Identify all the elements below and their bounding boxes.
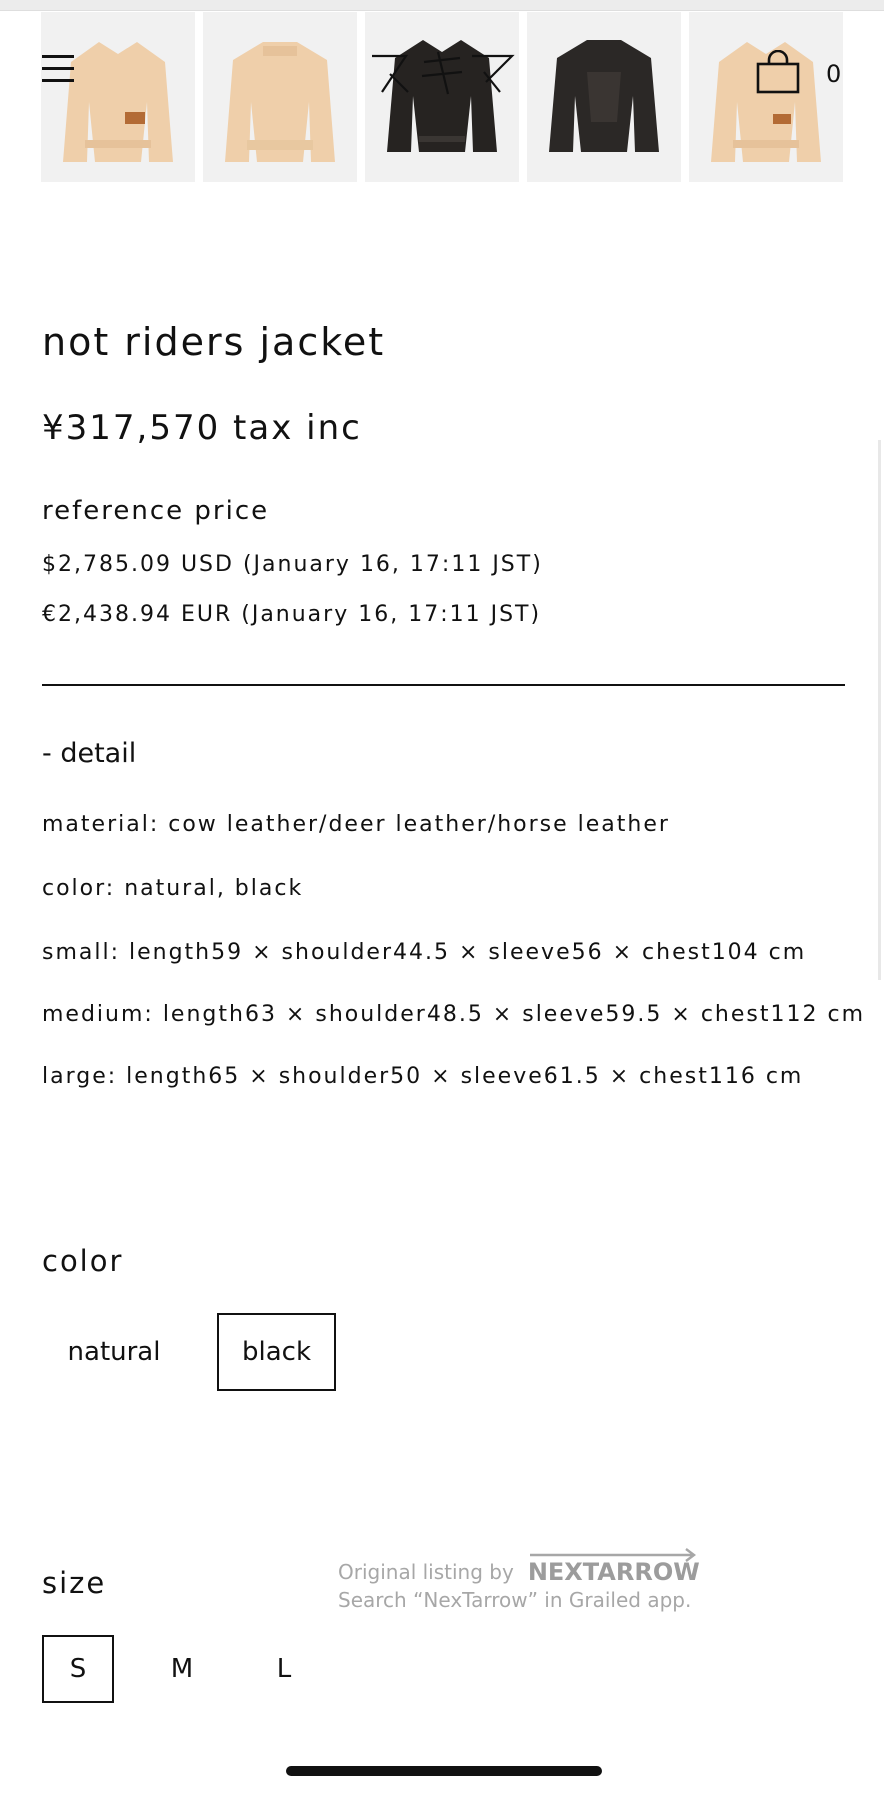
product-title: not riders jacket [42, 320, 386, 364]
detail-color: color: natural, black [42, 876, 304, 901]
reference-price-usd: $2,785.09 USD (January 16, 17:11 JST) [42, 552, 543, 577]
home-indicator[interactable] [286, 1766, 602, 1776]
thumbnail-natural-front[interactable] [41, 12, 195, 182]
watermark-line1: Original listing by [338, 1560, 514, 1584]
color-label: color [42, 1244, 124, 1278]
size-option-s[interactable]: S [42, 1635, 114, 1703]
reference-price-eur: €2,438.94 EUR (January 16, 17:11 JST) [42, 602, 542, 627]
product-price: ¥317,570 tax inc [42, 408, 362, 448]
watermark-line2: Search “NexTarrow” in Grailed app. [338, 1588, 692, 1612]
shopping-bag-icon[interactable] [755, 50, 801, 96]
size-option-m[interactable]: M [170, 1654, 194, 1684]
listing-watermark [338, 1558, 700, 1614]
cart-count: 0 [826, 60, 842, 88]
detail-heading: - detail [42, 738, 137, 769]
size-label: size [42, 1566, 107, 1600]
detail-material: material: cow leather/deer leather/horse leather [42, 812, 670, 837]
thumbnail-natural-front-alt[interactable] [689, 12, 843, 182]
detail-size-medium: medium: length63 × shoulder48.5 × sleeve59.5 × chest112 cm [42, 1002, 866, 1027]
site-logo[interactable] [368, 48, 518, 98]
color-option-black[interactable]: black [217, 1313, 336, 1391]
color-option-natural[interactable]: natural [67, 1337, 161, 1367]
size-option-l[interactable]: L [276, 1654, 292, 1684]
detail-size-small: small: length59 × shoulder44.5 × sleeve56 × chest104 cm [42, 940, 807, 965]
browser-top-edge [0, 0, 884, 11]
thumbnail-natural-back[interactable] [203, 12, 357, 182]
thumbnail-black-back[interactable] [527, 12, 681, 182]
scrollbar[interactable] [878, 440, 881, 980]
watermark-brand: NEXTARROW [528, 1558, 700, 1586]
hamburger-menu-icon[interactable] [42, 55, 74, 89]
logo-katakana-drawing [368, 48, 518, 98]
detail-size-large: large: length65 × shoulder50 × sleeve61.5 × chest116 cm [42, 1064, 804, 1089]
arrow-right-icon [528, 1548, 700, 1562]
reference-price-label: reference price [42, 496, 270, 526]
section-divider [42, 684, 845, 686]
